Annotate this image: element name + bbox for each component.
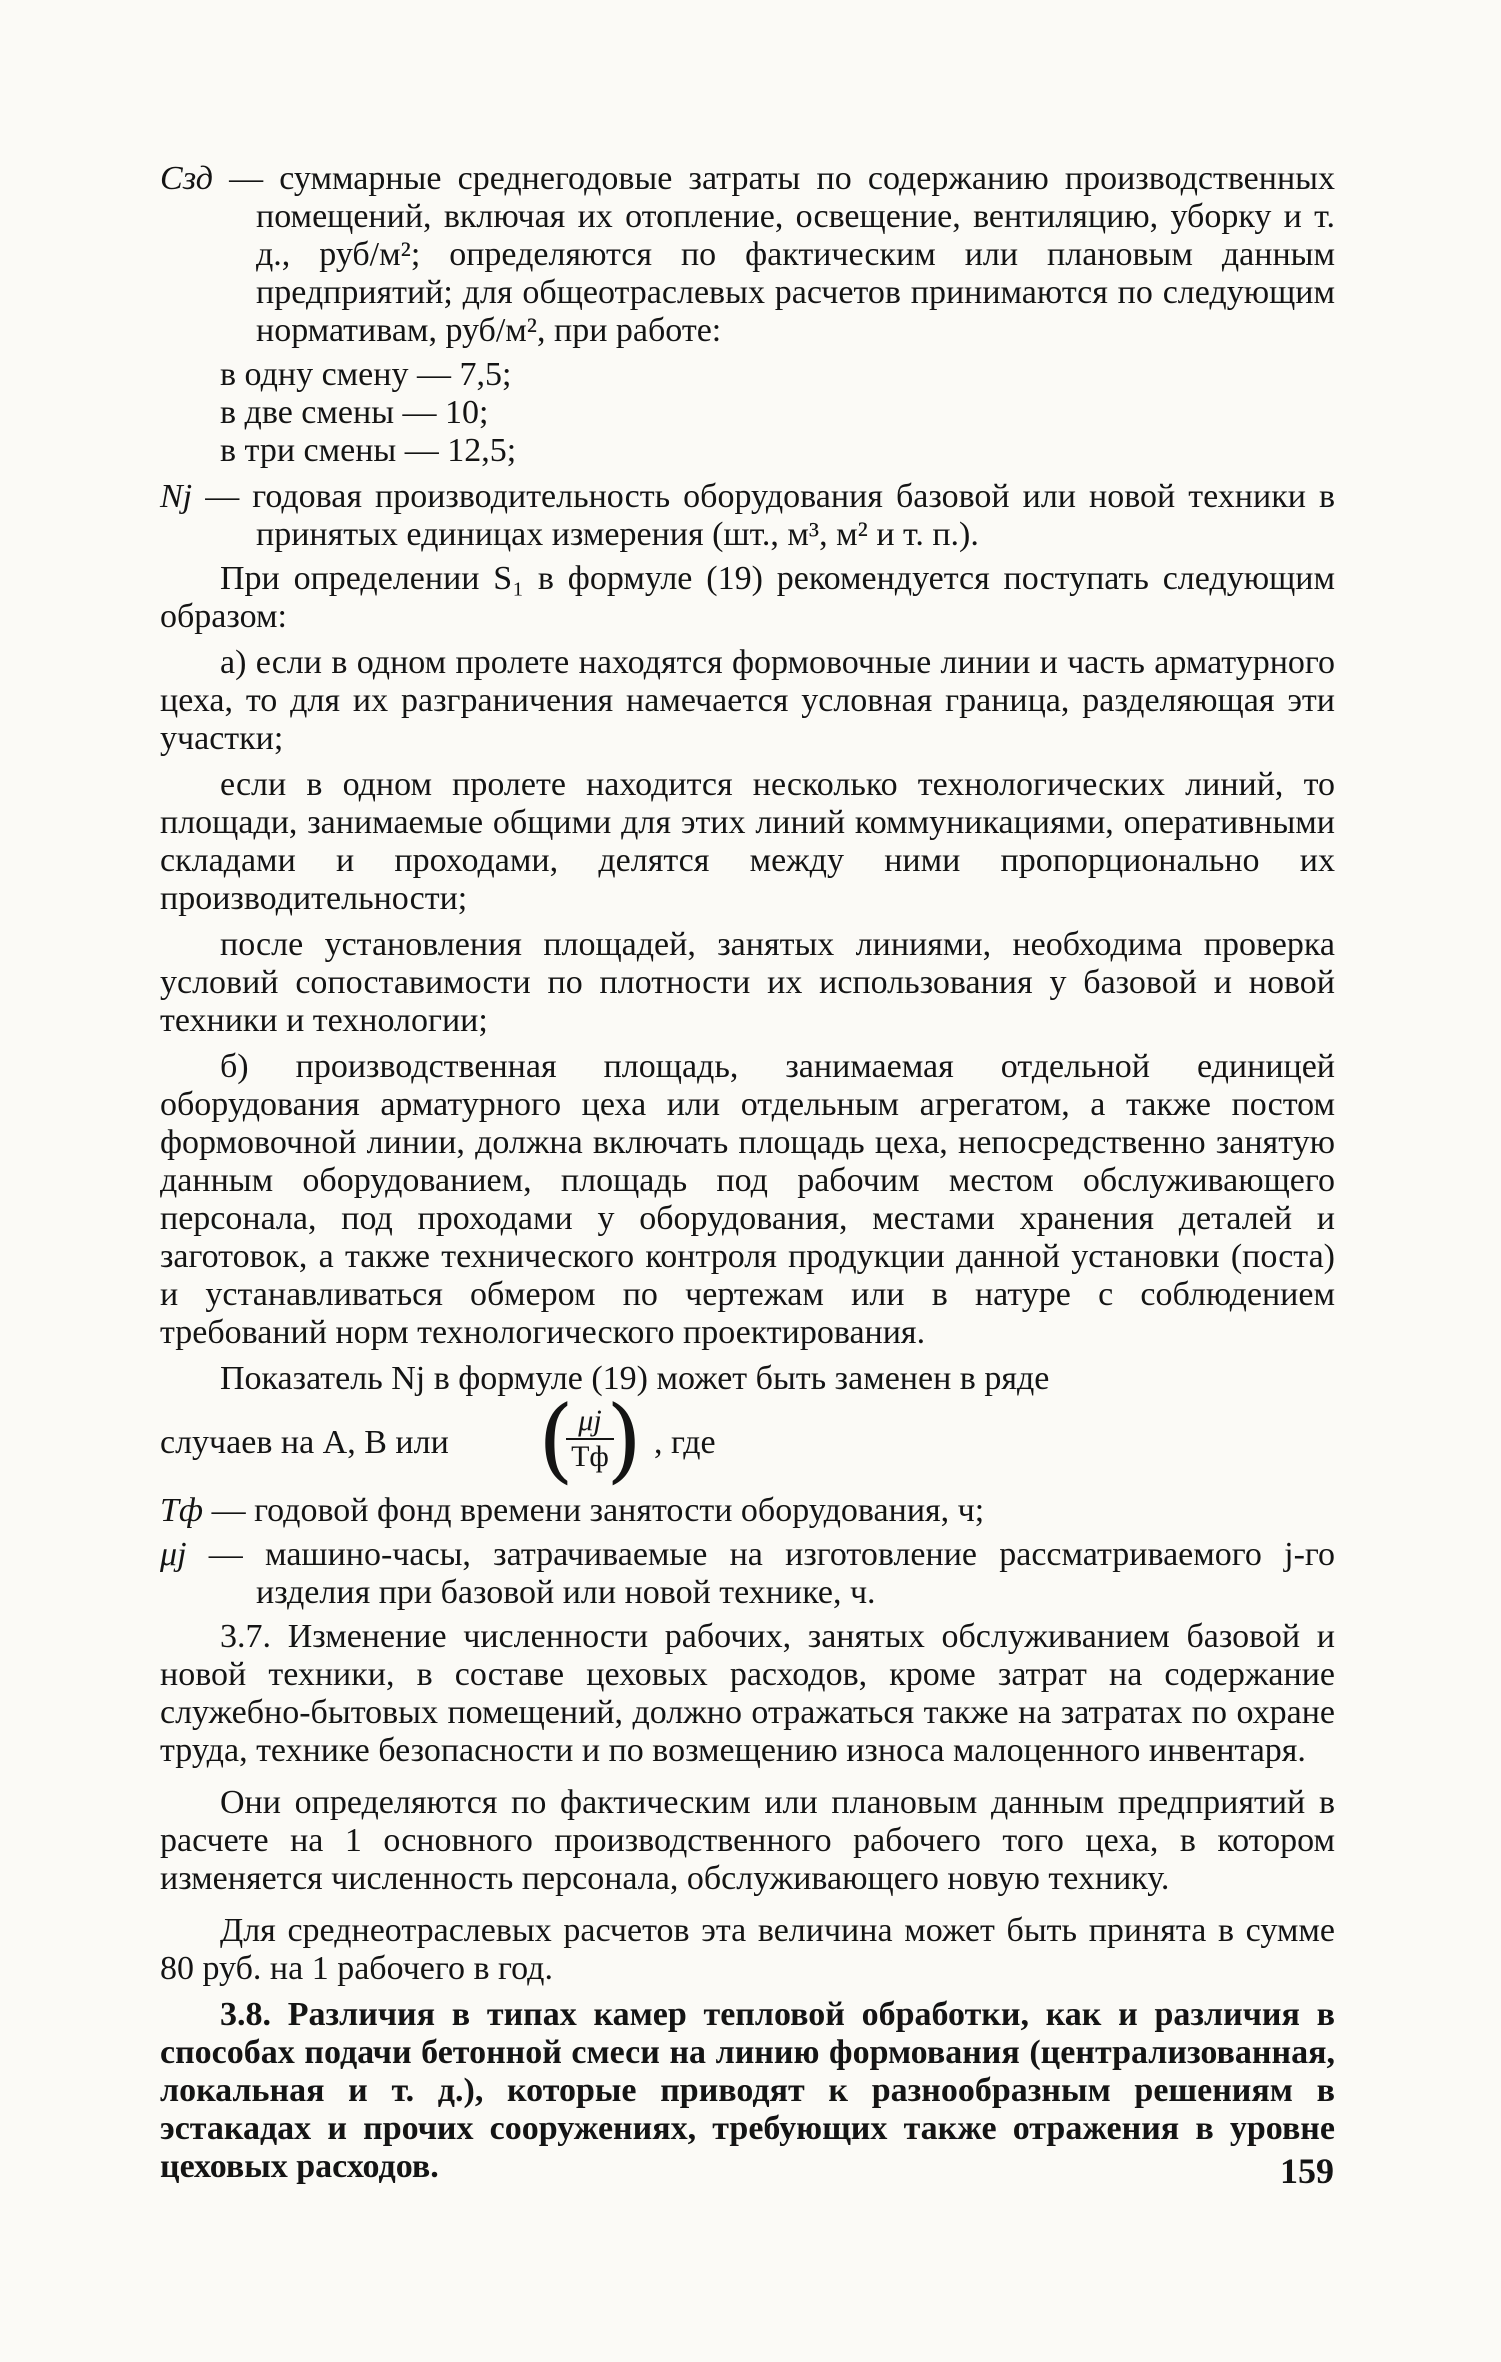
definition-mu	[160, 1536, 1335, 1612]
paragraph-item-b: б) производственная площадь, занимаемая отдельной единицей оборудования арматурного цеха или отдельным агрегатом, а также постом формовочной линии, должна включать площадь цеха, непосредственно занятую данным оборудованием, площадь под рабочим местом обслуживающего персонала, под проходами у оборудования, местами хранения деталей и заготовок, а также технического контроля продукции данной установки (поста) и устанавливаться обмером по чертежам или в натуре с соблюдением требований норм технологического проектирования.	[160, 1048, 1335, 1351]
formula-line	[160, 1386, 1335, 1493]
paragraph-3-7: 3.7. Изменение численности рабочих, занятых обслуживанием базовой и новой техники, в составе цеховых расходов, кроме затрат на содержание служебно-бытовых помещений, должно отражаться также на затратах по охране труда, технике безопасности и по возмещению износа малоценного инвентаря.	[160, 1618, 1335, 1769]
symbol-szd: Сзд	[160, 160, 213, 197]
paragraph-comparability: после установления площадей, занятых линиями, необходима проверка условий сопоставимости по плотности их использования у базовой и новой техники и технологии;	[160, 926, 1335, 1039]
formula-tail-text: , где	[654, 1424, 716, 1461]
formula-lead-text: случаев на А, В или	[160, 1424, 449, 1461]
paragraph-lines-in-span: если в одном пролете находится несколько технологических линий, то площади, занимаемые общими для этих линий коммуникациями, оперативными складами и проходами, делятся между ними пропорционально их производительности;	[160, 766, 1335, 917]
page-number: 159	[1280, 2151, 1334, 2191]
right-paren: )	[606, 1386, 642, 1493]
definition-szd-text: — суммарные среднегодовые затраты по содержанию производственных помещений, включая их отопление, освещение, вентиляцию, уборку и т. д., руб/м²; определяются по фактическим или плановым данным предприятий; для общеотраслевых расчетов принимаются по следующим нормативам, руб/м², при работе:	[229, 160, 1336, 349]
paragraph-s1-intro: При определении S₁ в формуле (19) рекомендуется поступать следующим образом:	[160, 560, 1335, 635]
symbol-mu: μj	[160, 1536, 187, 1573]
definition-tf	[160, 1492, 1335, 1530]
paragraph-industry-average: Для среднеотраслевых расчетов эта величина может быть принята в сумме 80 руб. на 1 рабочего в год.	[160, 1912, 1335, 1987]
definition-tf-text: — годовой фонд времени занятости оборудования, ч;	[211, 1492, 985, 1529]
definition-mu-text: — машино-часы, затрачиваемые на изготовление рассматриваемого j-го изделия при базовой или новой технике, ч.	[208, 1536, 1335, 1611]
formula-fraction	[538, 1386, 642, 1493]
page-body	[160, 160, 1335, 2194]
symbol-tf: Тф	[160, 1492, 204, 1529]
definition-nj	[160, 478, 1335, 554]
norm-item-three-shifts: в три смены — 12,5;	[220, 432, 517, 469]
fraction-numerator: μj	[566, 1404, 614, 1440]
symbol-nj: Nj	[160, 478, 193, 515]
definition-nj-text: — годовая производительность оборудования базовой или новой техники в принятых единицах измерения (шт., м³, м² и т. п.).	[205, 478, 1336, 553]
left-paren: (	[538, 1386, 574, 1493]
paragraph-indicator-nj: Показатель Nj в формуле (19) может быть заменен в ряде	[220, 1360, 1050, 1397]
fraction-denominator: Тф	[571, 1440, 609, 1473]
norm-item-one-shift: в одну смену — 7,5;	[220, 356, 512, 393]
definition-szd	[160, 160, 1335, 350]
paragraph-determination: Они определяются по фактическим или плановым данным предприятий в расчете на 1 основного производственного рабочего того цеха, в котором изменяется численность персонала, обслуживающего новую технику.	[160, 1784, 1335, 1897]
paragraph-item-a: а) если в одном пролете находятся формовочные линии и часть арматурного цеха, то для их разграничения намечается условная граница, разделяющая эти участки;	[160, 644, 1335, 757]
norm-item-two-shifts: в две смены — 10;	[220, 394, 489, 431]
paragraph-3-8: 3.8. Различия в типах камер тепловой обработки, как и различия в способах подачи бетонной смеси на линию формования (централизованная, локальная и т. д.), которые приводят к разнообразным решениям в эстакадах и прочих сооружениях, требующих также отражения в уровне цеховых расходов.	[160, 1996, 1335, 2185]
